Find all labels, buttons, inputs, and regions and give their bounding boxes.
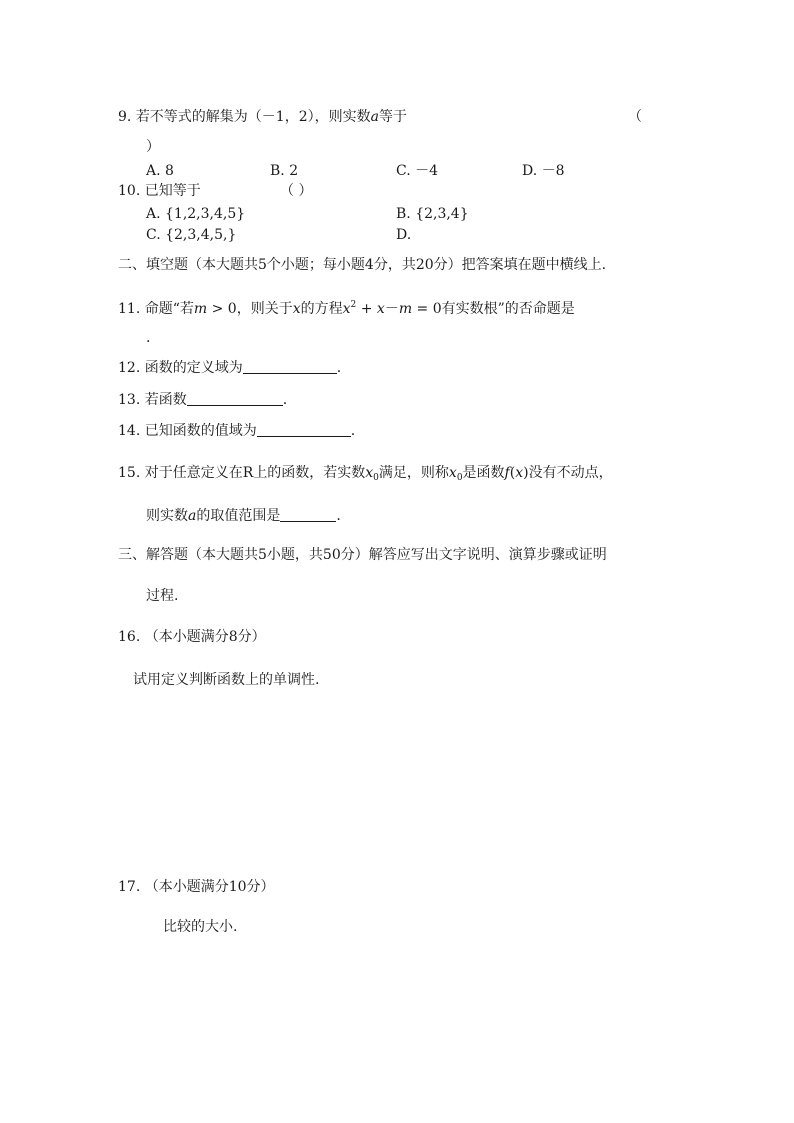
q10-option-d: D. — [396, 227, 412, 243]
q10-answer-paren: （ ） — [280, 183, 313, 199]
q17-body: 比较的大小. — [163, 919, 238, 935]
q9-answer-paren-close: ） — [146, 139, 160, 155]
q12-stem: 12. 函数的定义域为 . — [118, 360, 342, 376]
q13-stem: 13. 若函数 . — [118, 392, 288, 408]
section-heading-solutions: 三、解答题（本大题共5小题，共50分）解答应写出文字说明、演算步骤或证明 — [118, 547, 607, 563]
section-heading-fill-in: 二、填空题（本大题共5个小题；每小题4分，共20分）把答案填在题中横线上. — [118, 257, 607, 273]
q15-stem: 15. 对于任意定义在R上的函数，若实数$x_0$满足，则称$x_0$是函数f(x)没有不动点， — [118, 465, 613, 483]
q16-header: 16. （本小题满分8分） — [118, 629, 266, 645]
q9-answer-paren-open: （ — [628, 109, 642, 125]
q9-option-d: D. －8 — [522, 163, 565, 179]
q9-option-c: C. －4 — [396, 163, 439, 179]
q11-stem: 11. 命题“若m > 0，则关于x的方程$x^2 + x-m = 0$有实数根”的否命题是 — [118, 300, 575, 317]
q14-stem: 14. 已知函数的值域为 . — [118, 423, 356, 439]
section-heading-solutions-cont: 过程. — [146, 588, 179, 604]
q14-answer-blank[interactable] — [257, 422, 351, 437]
q9-option-a: A. 8 — [146, 163, 174, 179]
q10-option-b: B. {2,3,4} — [396, 206, 469, 222]
q13-answer-blank[interactable] — [187, 391, 283, 406]
q11-end-dot: . — [146, 330, 151, 346]
q10-option-c: C. {2,3,4,5,} — [146, 227, 237, 243]
q9-stem: 9. 若不等式的解集为（－1，2），则实数a等于 — [118, 109, 407, 125]
q16-body: 试用定义判断函数上的单调性. — [133, 672, 320, 688]
q15-continuation: 则实数a的取值范围是 . — [146, 508, 341, 524]
var-a: a — [370, 109, 379, 125]
q17-header: 17. （本小题满分10分） — [118, 879, 275, 895]
q10-stem: 10. 已知等于 — [118, 183, 201, 199]
q15-answer-blank[interactable] — [280, 507, 336, 522]
q9-option-b: B. 2 — [270, 163, 299, 179]
q10-option-a: A. {1,2,3,4,5} — [146, 206, 246, 222]
q12-answer-blank[interactable] — [243, 359, 337, 374]
